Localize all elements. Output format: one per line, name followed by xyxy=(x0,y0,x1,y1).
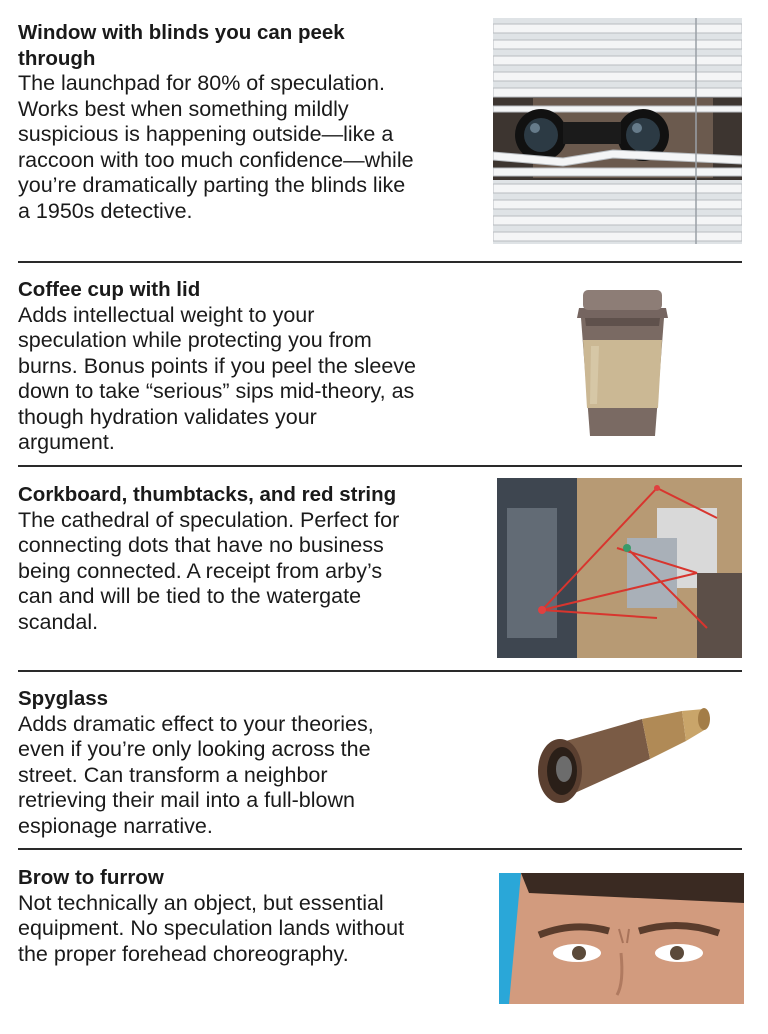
divider xyxy=(18,670,742,672)
divider xyxy=(18,465,742,467)
entry-text xyxy=(18,277,418,456)
coffee-cup-image xyxy=(565,286,680,442)
entry-title: Spyglass xyxy=(18,687,109,710)
entry-text xyxy=(18,865,418,967)
entry-title: Brow to furrow xyxy=(18,866,164,889)
entry-text xyxy=(18,686,418,839)
binoculars-blinds-image xyxy=(493,18,742,244)
entry-title: Coffee cup with lid xyxy=(18,278,201,301)
furrowed-brow-image xyxy=(499,873,744,1004)
entry-body: Adds intellectual weight to your speculation while protecting you from burns. Bonus points if you peel the sleeve down to take “serious” sips mid-theory, as though hydration validates your argument. xyxy=(18,302,417,455)
divider xyxy=(18,848,742,850)
spyglass-image xyxy=(532,705,712,810)
entry-text xyxy=(18,20,418,225)
entry-body: The cathedral of speculation. Perfect for connecting dots that have no business being connected. A receipt from arby’s can and will be tied to the watergate scandal. xyxy=(18,507,400,634)
entry-text xyxy=(18,482,418,635)
entry-title: Window with blinds you can peek through xyxy=(18,21,345,70)
entry-title: Corkboard, thumbtacks, and red string xyxy=(18,483,397,506)
corkboard-image xyxy=(497,478,742,658)
entry-body: Adds dramatic effect to your theories, even if you’re only looking across the street. Can transform a neighbor retrieving their mail into a full-blown espionage narrative. xyxy=(18,711,374,838)
entry-body: The launchpad for 80% of speculation. Works best when something mildly suspicious is happening outside—like a raccoon with too much confidence—while you’re dramatically parting the blinds like a 1950s detective. xyxy=(18,71,414,223)
entry-body: Not technically an object, but essential equipment. No speculation lands without the proper forehead choreography. xyxy=(18,890,405,966)
divider xyxy=(18,261,742,263)
